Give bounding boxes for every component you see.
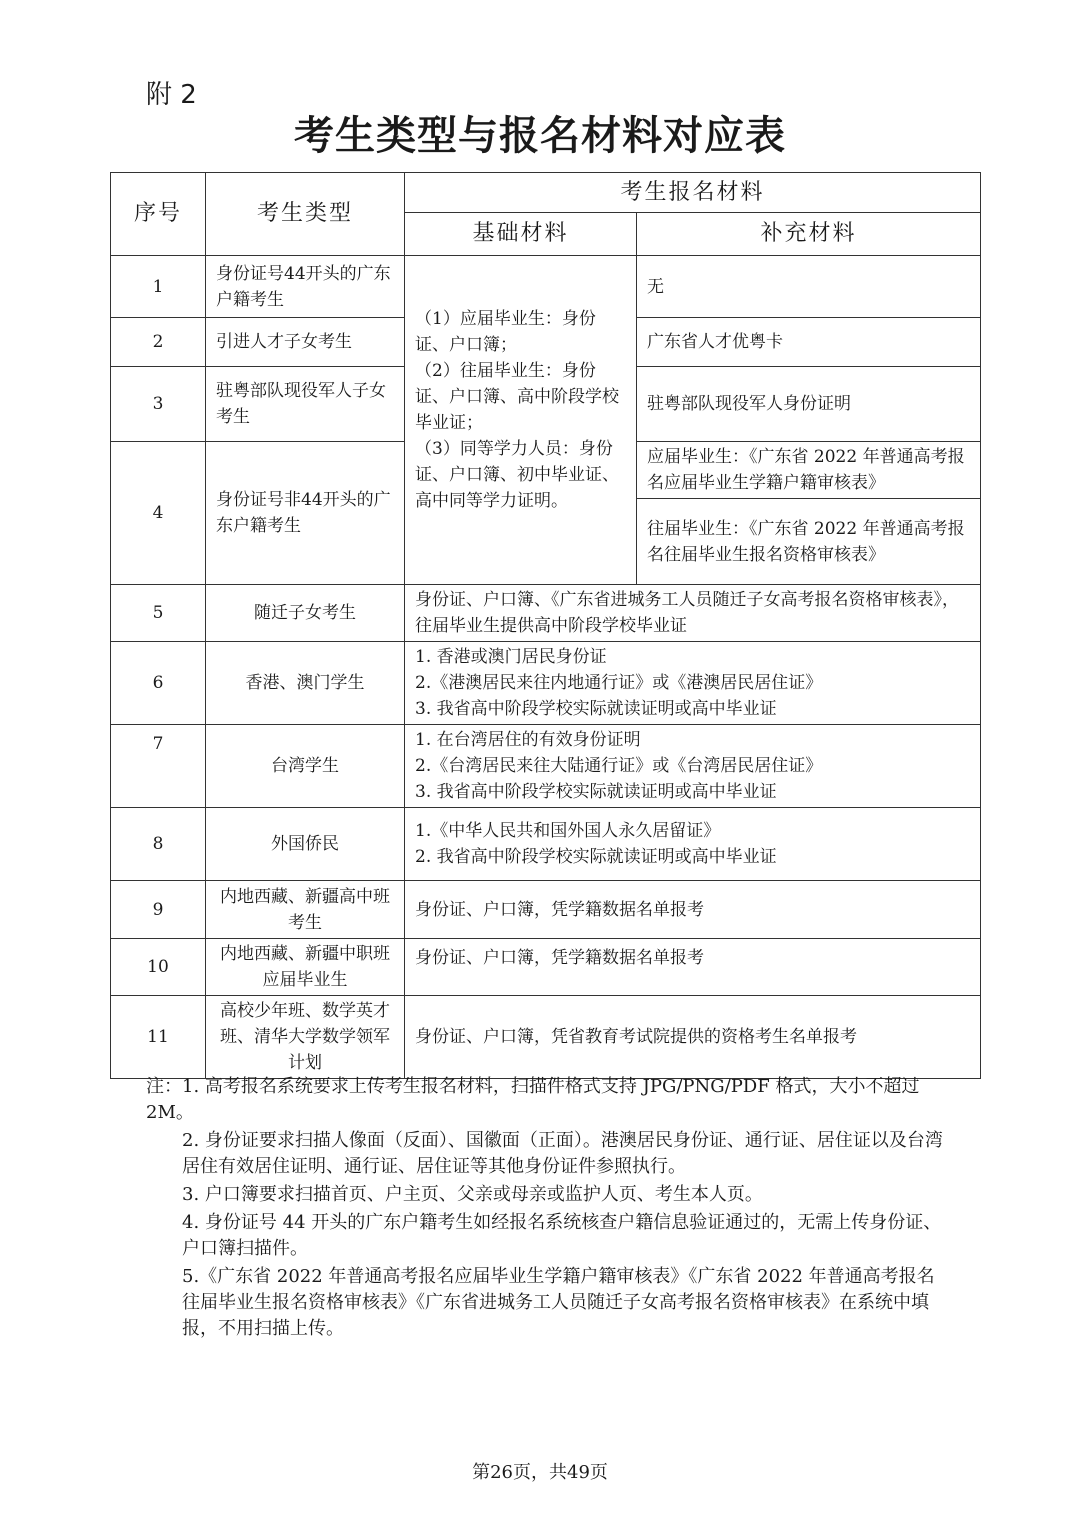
table-row bbox=[111, 642, 981, 725]
row-materials bbox=[405, 642, 981, 725]
row-type: 外国侨民 bbox=[206, 808, 405, 881]
row-seq: 5 bbox=[111, 585, 206, 642]
row-materials: 身份证、户口簿，凭学籍数据名单报考 bbox=[405, 881, 981, 939]
table-row bbox=[111, 725, 981, 808]
basic-item: （3）同等学力人员：身份证、户口簿、初中毕业证、高中同等学力证明。 bbox=[415, 439, 619, 511]
row-type: 身份证号44开头的广东户籍考生 bbox=[206, 256, 405, 318]
materials-table bbox=[110, 172, 981, 1079]
row-type: 身份证号非44开头的广东户籍考生 bbox=[206, 442, 405, 585]
header-seq: 序号 bbox=[111, 173, 206, 256]
row-supplementary: 广东省人才优粤卡 bbox=[637, 318, 981, 367]
header-materials: 考生报名材料 bbox=[405, 173, 981, 213]
header-row bbox=[111, 173, 981, 213]
row-seq: 8 bbox=[111, 808, 206, 881]
row-type: 随迁子女考生 bbox=[206, 585, 405, 642]
material-item: 1.《中华人民共和国外国人永久居留证》 bbox=[415, 821, 721, 841]
page-number: 第26页，共49页 bbox=[472, 1462, 608, 1483]
row-seq: 6 bbox=[111, 642, 206, 725]
material-item: 1. 香港或澳门居民身份证 bbox=[415, 647, 607, 667]
shared-basic-materials bbox=[405, 256, 637, 585]
basic-item: （2）往届毕业生：身份证、户口簿、高中阶段学校毕业证； bbox=[415, 361, 619, 433]
note-item: 4. 身份证号 44 开头的广东户籍考生如经报名系统核查户籍信息验证通过的，无需上传身份证、户口簿扫描件。 bbox=[182, 1212, 942, 1259]
row-seq: 1 bbox=[111, 256, 206, 318]
row-materials bbox=[405, 808, 981, 881]
header-basic: 基础材料 bbox=[405, 213, 637, 256]
header-supplementary: 补充材料 bbox=[637, 213, 981, 256]
row-seq: 7 bbox=[111, 725, 206, 808]
row-seq: 3 bbox=[111, 367, 206, 442]
row-type: 内地西藏、新疆中职班应届毕业生 bbox=[206, 939, 405, 996]
page-title: 考生类型与报名材料对应表 bbox=[294, 112, 786, 159]
note-item: 3. 户口簿要求扫描首页、户主页、父亲或母亲或监护人页、考生本人页。 bbox=[182, 1184, 763, 1205]
note-item: 注：1. 高考报名系统要求上传考生报名材料，扫描件格式支持 JPG/PNG/PDF 格式，大小不超过 2M。 bbox=[146, 1076, 920, 1123]
table-row bbox=[111, 939, 981, 996]
row-type: 引进人才子女考生 bbox=[206, 318, 405, 367]
material-item: 2.《港澳居民来往内地通行证》或《港澳居民居住证》 bbox=[415, 673, 823, 693]
row-seq: 2 bbox=[111, 318, 206, 367]
table-row bbox=[111, 881, 981, 939]
header-type: 考生类型 bbox=[206, 173, 405, 256]
row-supplementary: 应届毕业生：《广东省 2022 年普通高考报名应届毕业生学籍户籍审核表》 bbox=[637, 442, 981, 499]
notes-section bbox=[146, 1074, 946, 1344]
row-seq: 4 bbox=[111, 442, 206, 585]
row-supplementary: 驻粤部队现役军人身份证明 bbox=[637, 367, 981, 442]
material-item: 3. 我省高中阶段学校实际就读证明或高中毕业证 bbox=[415, 782, 777, 802]
row-type: 内地西藏、新疆高中班考生 bbox=[206, 881, 405, 939]
row-seq: 10 bbox=[111, 939, 206, 996]
material-item: 3. 我省高中阶段学校实际就读证明或高中毕业证 bbox=[415, 699, 777, 719]
row-type: 台湾学生 bbox=[206, 725, 405, 808]
row-type: 驻粤部队现役军人子女考生 bbox=[206, 367, 405, 442]
row-type: 高校少年班、数学英才班、清华大学数学领军计划 bbox=[206, 996, 405, 1079]
row-seq: 11 bbox=[111, 996, 206, 1079]
row-supplementary: 无 bbox=[637, 256, 981, 318]
annex-label: 附 2 bbox=[146, 80, 197, 110]
material-item: 2.《台湾居民来往大陆通行证》或《台湾居民居住证》 bbox=[415, 756, 823, 776]
row-supplementary: 往届毕业生：《广东省 2022 年普通高考报名往届毕业生报名资格审核表》 bbox=[637, 499, 981, 585]
table-row bbox=[111, 808, 981, 881]
material-item: 1. 在台湾居住的有效身份证明 bbox=[415, 730, 641, 750]
row-materials: 身份证、户口簿、《广东省进城务工人员随迁子女高考报名资格审核表》，往届毕业生提供高中阶段学校毕业证 bbox=[405, 585, 981, 642]
basic-item: （1）应届毕业生：身份证、户口簿； bbox=[415, 309, 596, 355]
table-row bbox=[111, 256, 981, 318]
table-row bbox=[111, 585, 981, 642]
row-materials: 身份证、户口簿，凭学籍数据名单报考 bbox=[405, 939, 981, 996]
material-item: 2. 我省高中阶段学校实际就读证明或高中毕业证 bbox=[415, 847, 777, 867]
row-materials: 身份证、户口簿，凭省教育考试院提供的资格考生名单报考 bbox=[405, 996, 981, 1079]
note-item: 2. 身份证要求扫描人像面（反面）、国徽面（正面）。港澳居民身份证、通行证、居住证以及台湾居住有效居住证明、通行证、居住证等其他身份证件参照执行。 bbox=[182, 1130, 943, 1177]
note-item: 5.《广东省 2022 年普通高考报名应届毕业生学籍户籍审核表》《广东省 2022 年普通高考报名往届毕业生报名资格审核表》《广东省进城务工人员随迁子女高考报名资格审核表》在系统中填报，不用扫描上传。 bbox=[182, 1266, 935, 1339]
row-materials bbox=[405, 725, 981, 808]
row-type: 香港、澳门学生 bbox=[206, 642, 405, 725]
row-seq: 9 bbox=[111, 881, 206, 939]
table-row bbox=[111, 996, 981, 1079]
